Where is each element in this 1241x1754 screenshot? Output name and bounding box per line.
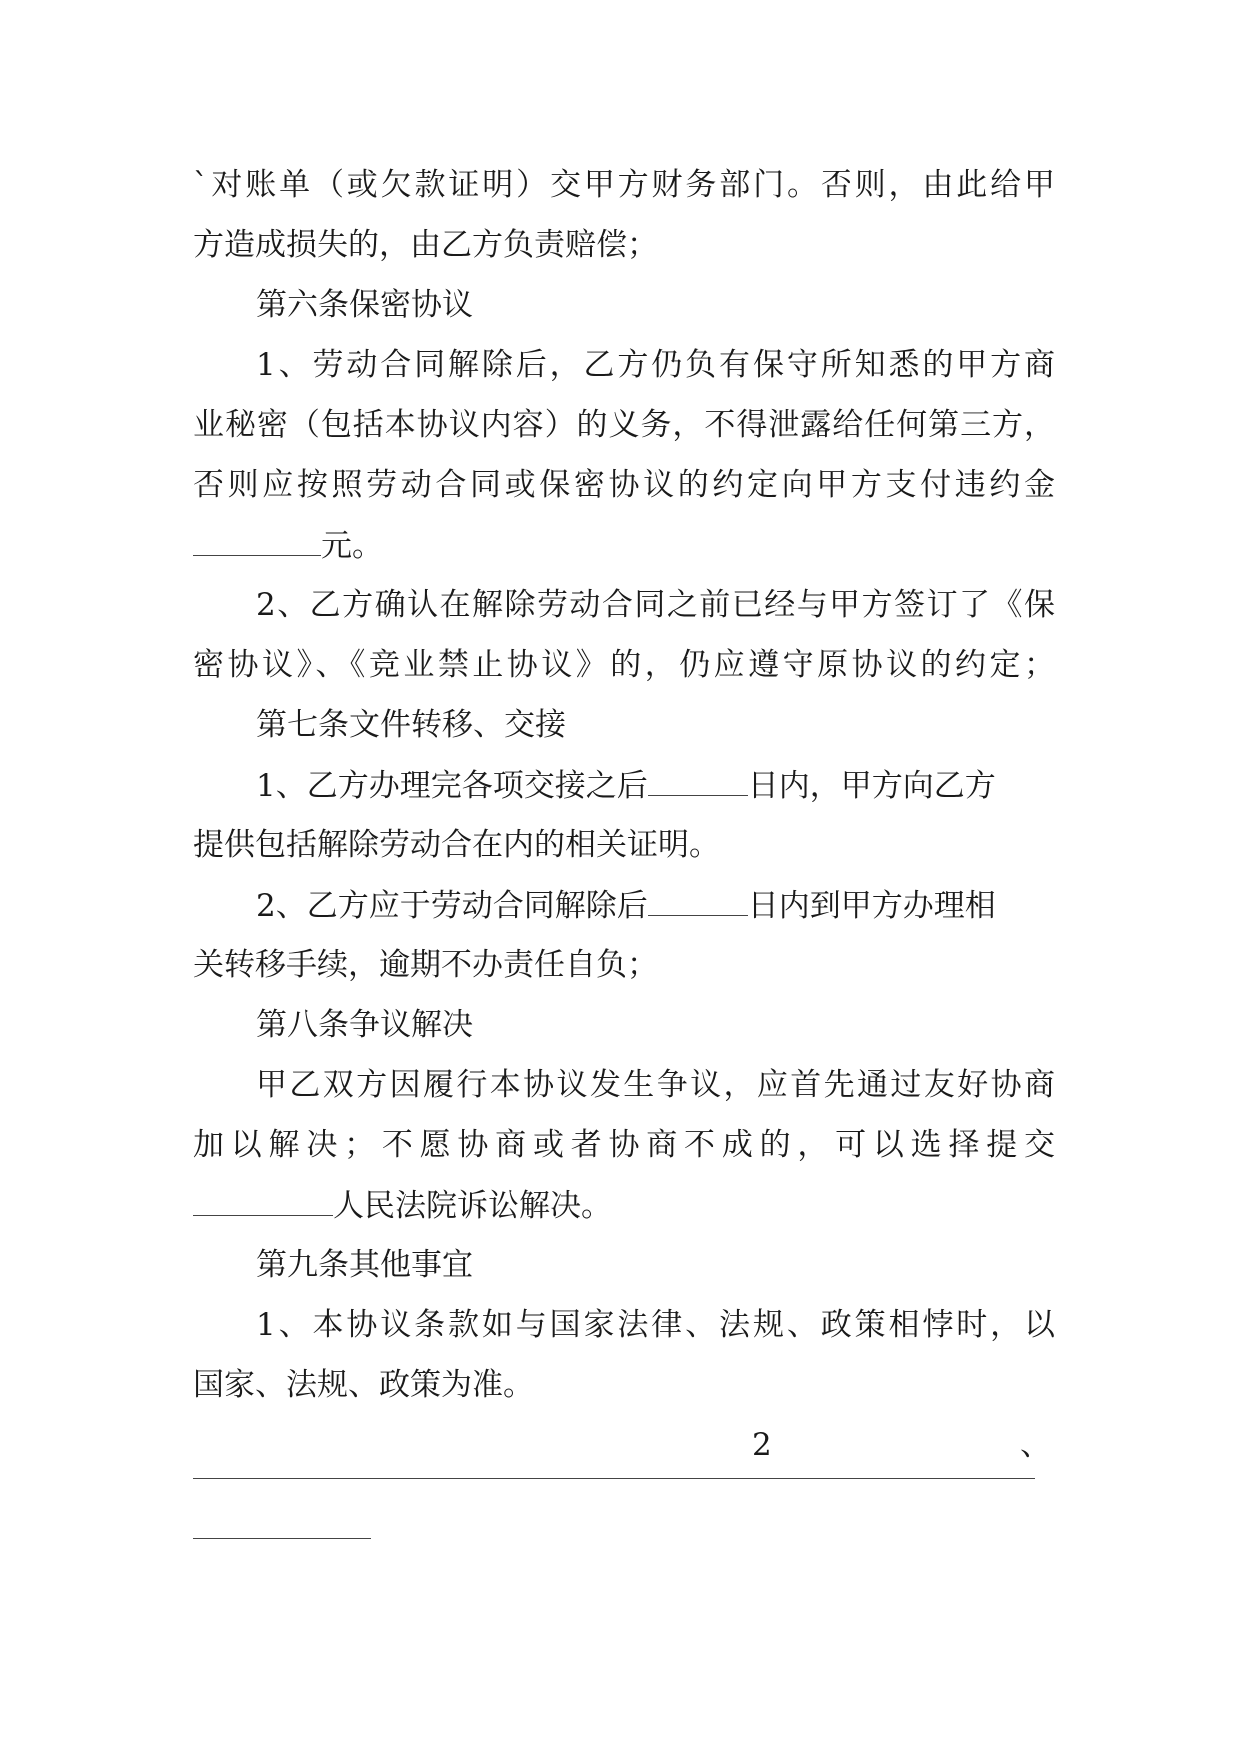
fill-in-blank [648,885,748,916]
fill-in-blank [648,765,748,796]
fill-in-blank [193,525,321,556]
item-separator: 、 [1020,1427,1051,1463]
paragraph-line: 1、本协议条款如与国家法律、法规、政策相悖时，以 [256,1307,1055,1343]
paragraph-line: 业秘密（包括本协议内容）的义务，不得泄露给任何第三方， [193,407,1055,443]
paragraph-text: 1、乙方办理完各项交接之后 [256,768,648,804]
paragraph-line: 密协议》、《竞业禁止协议》的，仍应遵守原协议的约定； [193,647,1055,683]
paragraph-line [256,765,1055,805]
paragraph-text: 2、乙方应于劳动合同解除后 [256,888,648,924]
paragraph-text: 元。 [321,528,383,564]
fill-in-blank [193,1185,333,1216]
item-number: 2 [752,1427,772,1463]
paragraph-line [193,525,1055,565]
paragraph-line: 关转移手续，逾期不办责任自负； [193,947,658,983]
paragraph-text: 日内，甲方向乙方 [747,768,996,804]
section-heading: 第八条争议解决 [256,1007,473,1043]
paragraph-line: 2、乙方确认在解除劳动合同之前已经与甲方签订了《保 [256,587,1055,623]
section-heading: 第七条文件转移、交接 [256,707,566,743]
paragraph-line: 提供包括解除劳动合在内的相关证明。 [193,827,720,863]
section-heading: 第六条保密协议 [256,287,473,323]
paragraph-line: 1、劳动合同解除后，乙方仍负有保守所知悉的甲方商 [256,347,1055,383]
paragraph-line: 国家、法规、政策为准。 [193,1367,534,1403]
paragraph-line: 否则应按照劳动合同或保密协议的约定向甲方支付违约金 [193,467,1055,503]
paragraph-text: 人民法院诉讼解决。 [333,1188,612,1224]
fill-in-rule [193,1538,371,1539]
paragraph-line: 甲乙双方因履行本协议发生争议，应首先通过友好协商 [256,1067,1055,1103]
paragraph-line: 加以解决；不愿协商或者协商不成的，可以选择提交 [193,1127,1055,1163]
paragraph-line [256,885,1055,925]
paragraph-line [193,1185,1055,1225]
fill-in-rule [193,1478,1035,1479]
section-heading: 第九条其他事宜 [256,1247,473,1283]
paragraph-line: 方造成损失的，由乙方负责赔偿； [193,227,658,263]
paragraph-text: 日内到甲方办理相 [747,888,996,924]
paragraph-line: `对账单（或欠款证明）交甲方财务部门。否则，由此给甲 [193,167,1055,203]
